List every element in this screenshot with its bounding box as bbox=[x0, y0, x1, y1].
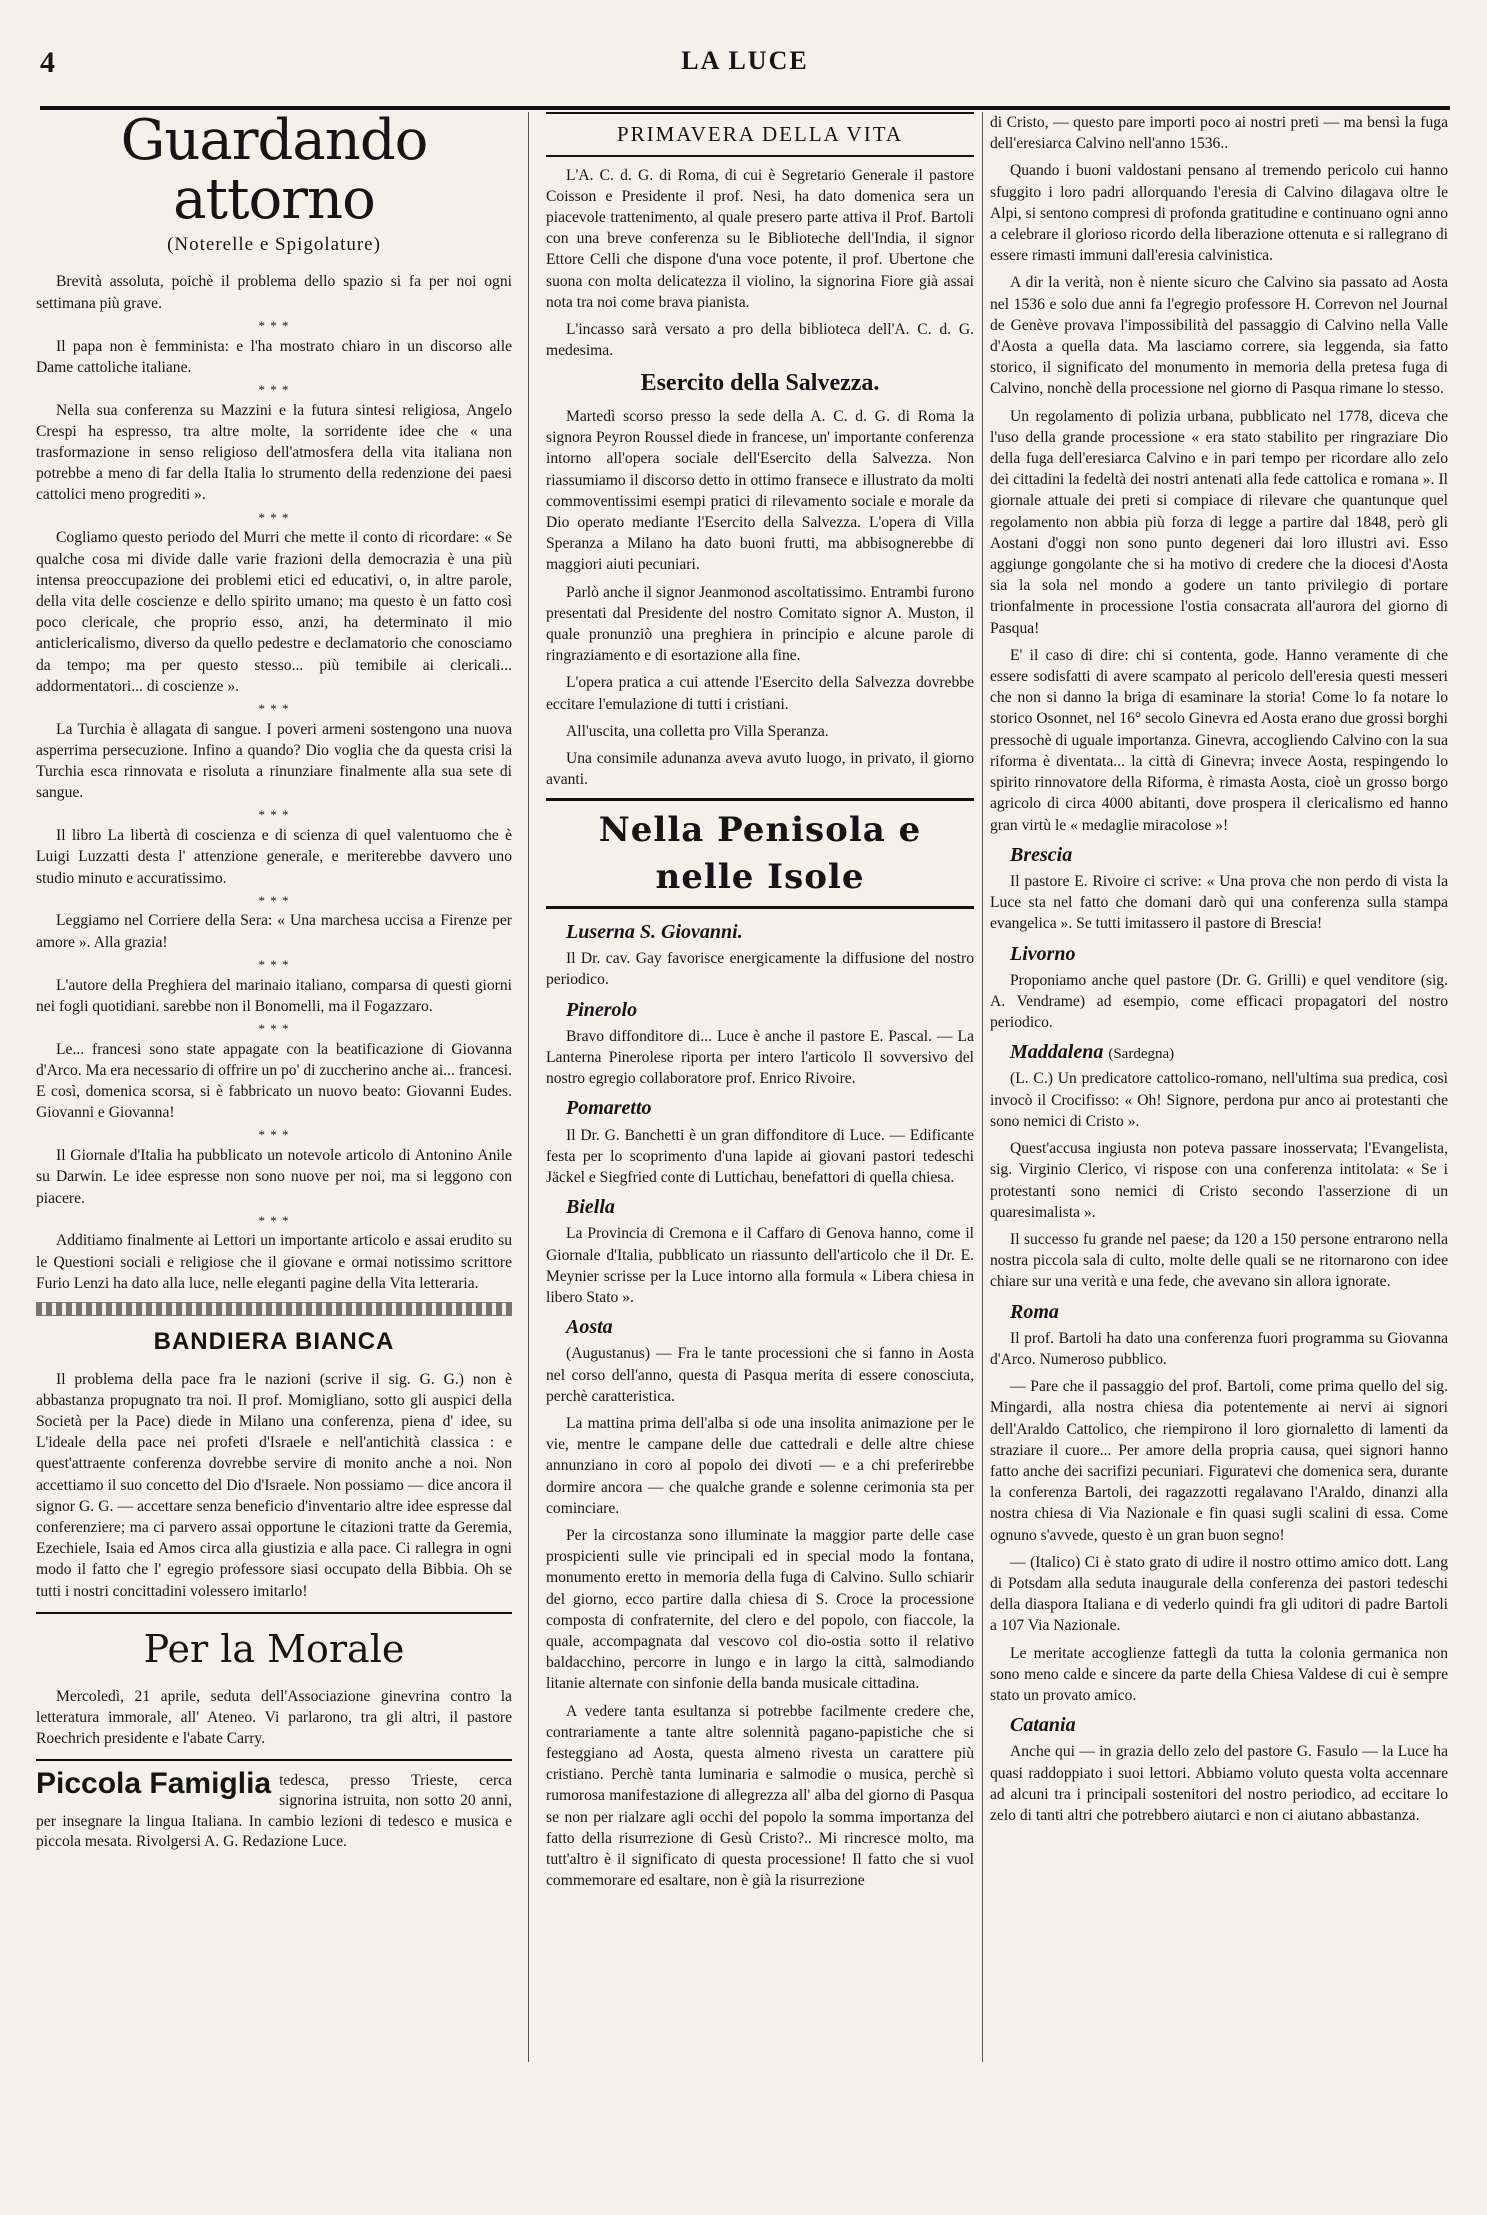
paragraph: A vedere tanta esultanza si potrebbe facilmente credere che, contrariamente a tante altre solennità pagano-papistiche che si festeggiano ad Aosta, questa almeno rivesta un carattere più cristiano. Perchè tanta luminaria e salmodie o musica, perchè sì rumorosa manifestazione di allegrezza all' alba del giorno di Pasqua se non per rialzare agli occhi del popolo la somma importanza del fatto della risurrezione di Gesù Cristo?.. Mi rincresce molto, ma tutt'altro è il significato di questa processione! Il fatto che si vuol commemorare ed esaltare, non è già la risurrezione bbox=[546, 1702, 974, 1890]
paragraph: Il Dr. cav. Gay favorisce energicamente la diffusione del nostro periodico. bbox=[546, 950, 974, 989]
column-divider bbox=[528, 112, 529, 2062]
asterism: * * * bbox=[258, 509, 290, 525]
paragraph: Martedì scorso presso la sede della A. C. d. G. di Roma la signora Peyron Roussel diede in francese, un' importante conferenza intorno all'opera sociale dell'Esercito della Salvezza. Non riassumiamo il discorso detto in ottimo fransece e illustrato da molti commoventissimi esempi pratici di rilevamento sociale e morale da Dio operato mediante l'Esercito della Salvezza. L'opera di Villa Speranza a Milano ha dato buoni frutti, ma abbisognerebbe di maggiori aiuti pecuniari. bbox=[546, 408, 974, 574]
paragraph: Il pastore E. Rivoire ci scrive: « Una prova che non perdo di vista la Luce sta nel fatto che domani darò qui una conferenza sulla stampa evangelica ». Se tutti imitassero il pastore di Brescia! bbox=[990, 872, 1448, 933]
paragraph: A dir la verità, non è niente sicuro che Calvino sia passato ad Aosta nel 1536 e solo due anni fa l'egregio professore H. Correvon nel Journal de Genève provava l'impossibilità del passaggio di Calvino nella Valle d'Aosta a quella data. Ma lasciamo correre, sia leggenda, sia fatto storico, il significato del monumento in memoria della pretesa fuga di Calvino, nonchè della processione nel giorno di Pasqua rimane lo stesso. bbox=[990, 274, 1448, 398]
paragraph: Leggiamo nel Corriere della Sera: « Una marchesa uccisa a Firenze per amore ». Alla grazia! bbox=[36, 912, 512, 951]
paragraph: Il papa non è femminista: e l'ha mostrato chiaro in un discorso alle Dame cattoliche italiane. bbox=[36, 337, 512, 376]
paragraph: L'A. C. d. G. di Roma, di cui è Segretario Generale il pastore Coisson e Presidente il prof. Nesi, ha dato domenica sera un piacevole trattenimento, al quale presero parte attiva il Prof. Bartoli con una breve conferenza su le Biblioteche dell'India, il signor Ettore Celli che dispone d'una voce potente, il prof. Ubertone che suona con molta delicatezza il violino, la signorina Fiore già assai nota tra noi come brava pianista. bbox=[546, 166, 974, 311]
section-title-penisola: Nella Penisola e nelle Isole bbox=[546, 798, 974, 908]
divider bbox=[36, 1612, 512, 1614]
paragraph: La Provincia di Cremona e il Caffaro di Genova hanno, come il Giornale d'Italia, pubblicato un riassunto dell'articolo che il Dr. E. Meynier scrisse per la Luce intorno alla formula « Libera chiesa in libero Stato ». bbox=[546, 1225, 974, 1306]
column-divider bbox=[982, 112, 983, 2062]
ad-text: tedesca, presso Trieste, cerca signorina istruita, non sotto 20 anni, per insegnare la lingua Italiana. In cambio lezioni di tedesco e musica e piccola mesata. Rivolgersi A. G. Redazione Luce. bbox=[36, 1772, 512, 1850]
section-title-guardando: Guardando attorno bbox=[120, 112, 428, 232]
paragraph: La Turchia è allagata di sangue. I poveri armeni sostengono una nuova asperrima persecuzione. Infino a quando? Dio voglia che da questa crisi la Turchia esca rinnovata e risoluta a rinunziare finalmente alla sua sete di sangue. bbox=[36, 720, 512, 802]
paragraph: E' il caso di dire: chi si contenta, gode. Hanno veramente di che essere sodisfatti di avere scampato al pericolo dell'eresia questi messeri che non si danno la briga di esaminare la storia! Come lo fa notare lo storico Osonnet, nel 16° secolo Ginevra ed Aosta erano due grossi borghi pressochè di uguale importanza. Ginevra, accogliendo Calvino con la sua riforma è diventata... la città di Ginevra; invece Aosta, respingendo lo spirito rinnovatore della Riforma, è rimasta Aosta, cioè un grosso borgo agricolo di circa 4000 abitanti, dove prospera il clericalismo ed hanno gran virtù le « medaglie miracolose »! bbox=[990, 646, 1448, 834]
paragraph: Anche qui — in grazia dello zelo del pastore G. Fasulo — la Luce ha quasi raddoppiato i suoi lettori. Abbiamo voluto questa volta accennare ad alcuni tra i principali sostenitori del nostro periodico, ad eccitare lo zelo di tanti altri che potrebbero aiutarci e non ci aiutano abbastanza. bbox=[990, 1743, 1448, 1824]
header-rule bbox=[40, 106, 1450, 110]
column-1 bbox=[36, 112, 512, 2172]
paragraph: La mattina prima dell'alba si ode una insolita animazione per le vie, mentre le campane delle due cattedrali e delle altre chiese annunziano in coro al popolo dei divoti — e a chi preferirebbe dormire ancora — che qualche grande e solenne cerimonia sta per cominciare. bbox=[546, 1414, 974, 1517]
place-heading: Brescia bbox=[1010, 843, 1073, 866]
paragraph: Additiamo finalmente ai Lettori un importante articolo e assai erudito su le Questioni sociali e religiose che il giovane e ormai notissimo scrittore Furio Lenzi ha dato alla luce, nelle eleganti pagine della Vita letteraria. bbox=[36, 1232, 512, 1292]
asterism: * * * bbox=[258, 700, 290, 716]
paragraph: Il libro La libertà di coscienza e di scienza di quel valentuomo che è Luigi Luzzatti desta l' attenzione generale, e meriterebbe davvero uno studio minuto e accuratissimo. bbox=[36, 827, 512, 887]
asterism: * * * bbox=[258, 1127, 290, 1143]
asterism: * * * bbox=[258, 1020, 290, 1036]
section-title-primavera: PRIMAVERA DELLA VITA bbox=[546, 112, 974, 157]
place-heading: Pinerolo bbox=[566, 998, 638, 1021]
paragraph: L'opera pratica a cui attende l'Esercito della Salvezza dovrebbe eccitare l'emulazione di tutti i cristiani. bbox=[546, 674, 974, 713]
place-heading: Biella bbox=[566, 1196, 615, 1219]
paragraph: Il Dr. G. Banchetti è un gran diffonditore di Luce. — Edificante festa per lo scoprimento d'una lapide ai giovani pastori tedeschi Jäckel e Siegfried conte di Luttichau, benefattori di quella chiesa. bbox=[546, 1126, 974, 1186]
paragraph: Il prof. Bartoli ha dato una conferenza fuori programma su Giovanna d'Arco. Numeroso pubblico. bbox=[990, 1329, 1448, 1368]
paragraph: All'uscita, una colletta pro Villa Speranza. bbox=[566, 722, 829, 740]
asterism: * * * bbox=[258, 956, 290, 972]
paragraph: Quest'accusa ingiusta non poteva passare inosservata; l'Evangelista, sig. Virginio Clerico, vi rispose con una conferenza intitolata: « Se i protestanti sono nemici di Cristo secondo l'asserzione di un quaresimalista ». bbox=[990, 1140, 1448, 1221]
paragraph: Quando i buoni valdostani pensano al tremendo pericolo cui hanno sfuggito i loro padri allorquando l'eresia di Calvino dilagava oltre le Alpi, si sentono compresi di profonda gratitudine e continuano ogni anno a celebrare il glorioso ricordo della liberazione ottenuta e si rallegrano di essere rimasti immuni dall'eresia calvinistica. bbox=[990, 162, 1448, 265]
paragraph: Parlò anche il signor Jeanmonod ascoltatissimo. Entrambi furono presentati dal Presidente del nostro Comitato signor A. Muston, il quale pronunziò una preghiera in principio e alcune parole di ringraziamento e di esortazione alla fine. bbox=[546, 583, 974, 665]
ad-heading: Piccola Famiglia bbox=[36, 1767, 272, 1801]
paragraph: Una consimile adunanza aveva avuto luogo, in privato, il giorno avanti. bbox=[546, 750, 974, 789]
column-2 bbox=[546, 112, 974, 2172]
section-title-esercito: Esercito della Salvezza. bbox=[640, 370, 880, 397]
newspaper-title: LA LUCE bbox=[681, 46, 809, 75]
paragraph: Bravo diffonditore di... Luce è anche il pastore E. Pascal. — La Lanterna Pinerolese riporta per intero l'articolo Il sovversivo del nostro egregio collaboratore prof. Enrico Rivoire. bbox=[546, 1027, 974, 1088]
classified-ad bbox=[36, 1767, 512, 1852]
asterism: * * * bbox=[258, 892, 290, 908]
section-title-bandiera: BANDIERA BIANCA bbox=[153, 1328, 395, 1356]
place-heading: Roma bbox=[1010, 1300, 1059, 1323]
place-heading: Pomaretto bbox=[566, 1097, 652, 1120]
place-note: (Sardegna) bbox=[1108, 1046, 1175, 1063]
paragraph: Le... francesi sono state appagate con la beatificazione di Giovanna d'Arco. Ma era necessario di offrire un po' di zuccherino anche ai... francesi. E così, domenica scorsa, si è fabbricato un nuovo beato: Giovanni Eudes. Giovanni e Giovanna! bbox=[36, 1040, 512, 1122]
page-header bbox=[40, 46, 1450, 106]
section-title-morale: Per la Morale bbox=[143, 1626, 405, 1671]
paragraph: Il successo fu grande nel paese; da 120 a 150 persone entrarono nella nostra piccola sala di culto, molte delle quali se ne ritornarono con idee chiare sur una verità e una fede, che avevano sin allora ignorate. bbox=[990, 1230, 1448, 1291]
page-number: 4 bbox=[40, 46, 55, 79]
section-subtitle: (Noterelle e Spigolature) bbox=[167, 233, 381, 255]
paragraph: Mercoledì, 21 aprile, seduta dell'Associazione ginevrina contro la letteratura immorale, all' Ateneo. Vi parlarono, tra gli altri, il pastore Roechrich presidente e l'abate Carry. bbox=[36, 1687, 512, 1747]
asterism: * * * bbox=[258, 1212, 290, 1228]
paragraph: — Pare che il passaggio del prof. Bartoli, come prima quello del sig. Mingardi, alla nostra chiesa dia potentemente ai nervi ai signori dell'Araldo Cattolico, che riempirono il loro giornaletto di lamenti da straziare il cuore... Per amore della propria causa, quei signori hanno fatto anche dei sacrifizi pecuniari. Figuratevi che domenica sera, durante la conferenza Bartoli, dei ragazzotti regalavano l'Araldo, dinanzi alla nostra chiesa di Via Nazionale e fin quasi sugli scalini di essa. Come ognuno s'avvede, questo è un gran buon segno! bbox=[990, 1378, 1448, 1544]
paragraph: Per la circostanza sono illuminate la maggior parte delle case prospicienti sulle vie principali ed in special modo la fontana, monumento eretto in memoria della fuga di Calvino. Sullo schiarir del giorno, ecco partire dalla chiesa di S. Croce la processione composta di confraternite, del clero e del popolo, con fiaccole, la quale, accompagnata dal vescovo col dio-ostia sotto il relativo baldacchino, percorre in lungo e in largo la città, salmodiando litanie alternate con sinfonie della banda musicale cittadina. bbox=[546, 1526, 974, 1693]
place-heading: Catania bbox=[1010, 1714, 1076, 1737]
paragraph: Il problema della pace fra le nazioni (scrive il sig. G. G.) non è abbastanza propugnato tra noi. Il prof. Momigliano, sotto gli auspici della Società per la Pace) diede in Milano una conferenza, piena d' idee, su L'ideale della pace nei profeti d'Israele e nell'antichità classica : e quest'attraente conferenza dovrebbe servire di monito anche a noi. Non accettiamo il suo concetto del Dio d'Israele. Non possiamo — dice ancora il signor G. G. — accettare senza beneficio d'inventario altre idee espresse dal conferenziere; ma ci parvero assai opportune le citazioni tratte da Geremia, Ezechiele, Isaia ed Amos circa alla giustizia e alla pace. Ci rallegra in ogni modo il fatto che l' egregio professore siasi occupato della Bibbia. Oh se tutti i nostri concittadini volessero imitarlo! bbox=[36, 1370, 512, 1600]
place-heading: Aosta bbox=[566, 1316, 613, 1339]
asterism: * * * bbox=[258, 317, 290, 333]
paragraph: — (Italico) Ci è stato grato di udire il nostro ottimo amico dott. Lang di Potsdam alla seduta inaugurale della conferenza dei pastori tedeschi della diaspora Italiana e di vederlo quindi fra gli uditori di padre Bartoli a 107 Via Nazionale. bbox=[990, 1553, 1448, 1635]
paragraph: (L. C.) Un predicatore cattolico-romano, nell'ultima sua predica, così invocò il Crocifisso: « Oh! Signore, perdona pur anco ai protestanti che sono nemici di Cristo ». bbox=[990, 1070, 1448, 1130]
divider bbox=[36, 1759, 512, 1761]
paragraph: Proponiamo anche quel pastore (Dr. G. Grilli) e quel venditore (sig. A. Vendrame) ad esempio, come efficaci propagatori del nostro periodico. bbox=[990, 971, 1448, 1032]
paragraph: Cogliamo questo periodo del Murri che mette il conto di ricordare: « Se qualche cosa mi divide dalle varie frazioni della democrazia è una più intensa preoccupazione dei problemi etici ed educativi, o, in altre parole, della vita delle coscienze e dello spirito umano; ma questo è un fatto così poco clericale, che proprio esso, anzi, ha determinato il mio anticlericalismo, diverso da quello pedestre e declamatorio che conosciamo da tempo; ma per questo stesso... più temibile ai clericali... addormentatori... di coscienze ». bbox=[36, 529, 512, 695]
paragraph: Nella sua conferenza su Mazzini e la futura sintesi religiosa, Angelo Crespi ha espresso, tra altre molte, la sorridente idee che « una trasformazione in senso religioso dell'atmosfera della vita italiana non potrebbe a meno di far della Italia lo strumento della redenzione dei paesi cattolici meno progrediti ». bbox=[36, 401, 512, 504]
place-heading: Livorno bbox=[1010, 942, 1076, 965]
paragraph: (Augustanus) — Fra le tante processioni che si fanno in Aosta nel corso dell'anno, questa di Pasqua merita di essere conosciuta, perchè caratteristica. bbox=[546, 1345, 974, 1405]
paragraph: di Cristo, — questo pare importi poco ai nostri preti — ma bensì la fuga dell'eresiarca Calvino nell'anno 1536.. bbox=[990, 114, 1448, 153]
paragraph: L'incasso sarà versato a pro della biblioteca dell'A. C. d. G. medesima. bbox=[546, 320, 974, 360]
paragraph: Brevità assoluta, poichè il problema dello spazio si fa per noi ogni settimana più grave. bbox=[36, 273, 512, 312]
paragraph: L'autore della Preghiera del marinaio italiano, comparsa di questi giorni nei fogli quotidiani. sarebbe non il Bonomelli, ma il Fogazzaro. bbox=[36, 976, 512, 1015]
decorative-divider bbox=[36, 1302, 512, 1316]
paragraph: Le meritate accoglienze fatteglì da tutta la colonia germanica non sono meno calde e sincere da parte della Chiesa Valdese di cui è sempre stato un provato amico. bbox=[990, 1644, 1448, 1704]
asterism: * * * bbox=[258, 381, 290, 397]
column-3 bbox=[990, 112, 1448, 2172]
place-heading-group bbox=[1010, 1039, 1448, 1066]
place-heading: Luserna S. Giovanni. bbox=[566, 920, 743, 943]
place-heading: Maddalena bbox=[1010, 1041, 1104, 1064]
paragraph: Il Giornale d'Italia ha pubblicato un notevole articolo di Antonino Anile su Darwin. Le idee espresse non sono nuove per noi, ma si leggono con piacere. bbox=[36, 1147, 512, 1207]
asterism: * * * bbox=[258, 807, 290, 823]
paragraph: Un regolamento di polizia urbana, pubblicato nel 1778, diceva che l'uso della grande processione « era stato stabilito per ringraziare Dio della fuga dell'eresiarca Calvino e in pari tempo per ricordare allo zelo dei cittadini la fedeltà dei nostri antenati alla fede cattolica e romana ». Il giornale attuale dei preti si compiace di rilevare che quantunque quel regolamento non abbia più forza di legge a partire dal 1848, però gli Aostani d'oggi non sono punto degeneri dai loro illustri avi. Esso aggiunge gongolante che si ha motivo di credere che la diocesi d'Aosta sia la sola nel mondo a godere un tanto privilegio di portare trionfalmente in processione l'ostia consacrata all'aurora del giorno di Pasqua! bbox=[990, 407, 1448, 637]
